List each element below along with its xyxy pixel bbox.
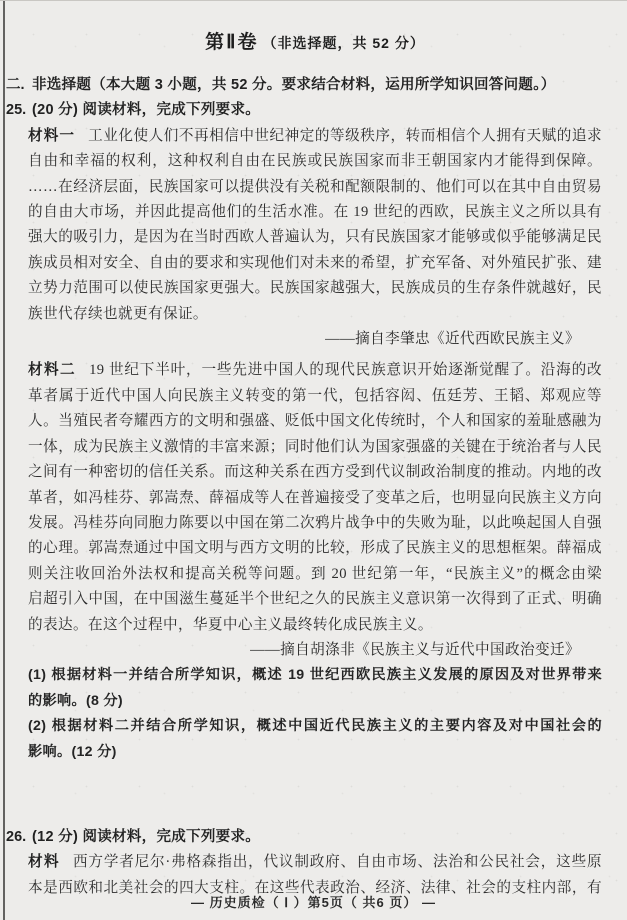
text-line: 一体，成为民族主义激情的丰富来源；同时他们认为国家强盛的关键在于统治者与人民 [28, 438, 602, 455]
text-line: 的表达。在这个过程中，华夏中心主义最终转化成民族主义。 [28, 616, 433, 633]
text-line: 族成员相对安全、自由的要求和实现他们对未来的希望，扩充军备、对外殖民扩张、建 [28, 254, 602, 271]
volume-subtitle: （非选择题，共 52 分） [262, 35, 425, 51]
material-1-first-text: 工业化使人们不再相信中世纪神定的等级秩序，转而相信个人拥有天赋的追求 [88, 127, 602, 144]
text-line: 立势力范围可以使民族国家更强大。民族国家越强大，民族成员的生存条件就越好，民 [28, 280, 602, 297]
question-26-intro: (12 分) 阅读材料，完成下列要求。 [32, 828, 261, 845]
volume-title: 第Ⅱ卷 [205, 32, 259, 53]
page-left-rule [3, 1, 5, 920]
text-line: (1) 根据材料一并结合所学知识，概述 19 世纪西欧民族主义发展的原因及对世界带来 [28, 667, 602, 684]
text-line: 的心理。郭嵩焘通过中国文明与西方文明的比较，形成了民族主义的思想框架。薛福成 [28, 540, 602, 557]
text-line: (2) 根据材料二并结合所学知识，概述中国近代民族主义的主要内容及对中国社会的 [28, 718, 602, 735]
material-26-label: 材料 [28, 854, 61, 871]
material-2-lines [28, 384, 602, 638]
text-line: 启超引入中国，在中国滋生蔓延半个世纪之久的民族主义意识第一次得到了正式、明确 [28, 591, 602, 608]
text-line: 人。当殖民者夸耀西方的文明和强盛、贬低中国文化传统时，个人和国家的羞耻感融为 [28, 413, 602, 430]
material-1-first-line [28, 124, 602, 149]
material-26-first-line [28, 850, 602, 875]
material-2-label: 材料二 [28, 362, 77, 379]
question-26-heading [6, 825, 602, 850]
question-25-number: 25. [6, 102, 27, 119]
section-text: 非选择题（本大题 3 小题，共 52 分。要求结合材料，运用所学知识回答问题。） [32, 77, 556, 93]
material-2 [28, 358, 602, 637]
question-25-heading [6, 98, 602, 123]
material-2-first-line [28, 358, 602, 383]
page-content [6, 1, 602, 901]
text-line: 族世代存续也就更有保证。 [28, 305, 208, 322]
material-26-first-text: 西方学者尼尔·弗格森指出，代议制政府、自由市场、法治和公民社会，这些原 [73, 854, 602, 871]
material-1-lines [28, 149, 602, 327]
text-line: 革者，如冯桂芬、郭嵩焘、薛福成等人在普遍接受了变革之后，也明显向民族主义方向 [28, 489, 602, 506]
text-line: 自由和幸福的权利，这种权利自由在民族或民族国家而非王朝国家内才能得到保障。 [28, 153, 602, 170]
material-1-label: 材料一 [28, 127, 76, 144]
page-title [6, 27, 602, 54]
question-26-number: 26. [6, 828, 27, 845]
text-line: 则关注收回治外法权和提高关税等问题。到 20 世纪第一年，“民族主义”的概念由梁 [28, 565, 602, 582]
material-1-source: ——摘自李肇忠《近代西欧民族主义》 [325, 331, 580, 348]
text-line: 本是西欧和北美社会的四大支柱。在这些代表政治、经济、法律、社会的支柱内部，有 [28, 879, 602, 896]
sub-question-2 [28, 714, 602, 765]
material-2-source: ——摘自胡涤非《民族主义与近代中国政治变迁》 [250, 641, 580, 658]
text-line: ……在经济层面，民族国家可以提供没有关税和配额限制的、他们可以在其中自由贸易 [28, 178, 602, 195]
section-number: 二. [6, 77, 25, 93]
text-line: 强大的吸引力，是因为在当时西欧人普遍认为，只有民族国家才能够或似乎能够满足民 [28, 229, 602, 246]
text-line: 的自由大市场，并因此提高他们的生活水准。在 19 世纪的西欧，民族主义之所以具有 [28, 204, 602, 221]
section-heading [6, 73, 602, 98]
text-line: 革者属于近代中国人向民族主义转变的第一代，包括容闳、伍廷芳、王韬、郑观应等 [28, 387, 602, 404]
text-line: 影响。(12 分) [28, 743, 117, 760]
material-2-first-text: 19 世纪下半叶，一些先进中国人的现代民族意识开始逐渐觉醒了。沿海的改 [89, 362, 602, 379]
text-line: 的影响。(8 分) [28, 692, 123, 709]
text-line: 发展。冯桂芬向同胞力陈要以中国在第二次鸦片战争中的失败为耻，以此唤起国人自强 [28, 514, 602, 531]
page-footer: — 历史质检（ Ⅰ ）第5页（ 共6 页） — [191, 895, 436, 910]
material-1 [28, 124, 602, 327]
question-25-intro: (20 分) 阅读材料，完成下列要求。 [32, 102, 261, 119]
sub-question-1 [28, 663, 602, 714]
text-line: 之间有一种密切的信任关系。而这种关系在西方受到代议制政治制度的推动。内地的改 [28, 464, 602, 481]
